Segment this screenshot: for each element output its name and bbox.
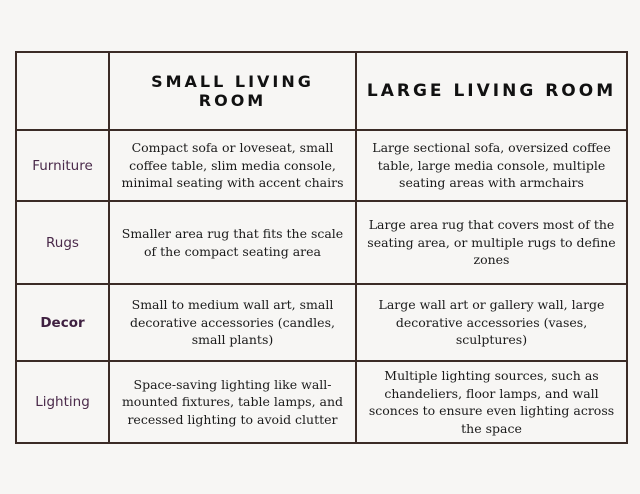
- cell-rugs-large: Large area rug that covers most of the seating area, or multiple rugs to define zones: [356, 201, 627, 284]
- cell-decor-large: Large wall art or gallery wall, large decorative accessories (vases, sculptures): [356, 284, 627, 361]
- table-row-lighting: [16, 361, 627, 443]
- comparison-table-container: [15, 51, 628, 444]
- cell-lighting-large: Multiple lighting sources, such as chandeliers, floor lamps, and wall sconces to ensure even lighting across the space: [356, 361, 627, 443]
- cell-decor-small: Small to medium wall art, small decorative accessories (candles, small plants): [109, 284, 356, 361]
- cell-lighting-small: Space-saving lighting like wall-mounted fixtures, table lamps, and recessed lighting to avoid clutter: [109, 361, 356, 443]
- column-header-large: LARGE LIVING ROOM: [356, 52, 627, 130]
- comparison-table: [15, 51, 628, 444]
- table-row-decor: [16, 284, 627, 361]
- column-header-small: SMALL LIVING ROOM: [109, 52, 356, 130]
- row-label-lighting: Lighting: [16, 361, 109, 443]
- cell-furniture-large: Large sectional sofa, oversized coffee table, large media console, multiple seating areas with armchairs: [356, 130, 627, 201]
- row-label-rugs: Rugs: [16, 201, 109, 284]
- row-label-decor: Decor: [16, 284, 109, 361]
- cell-rugs-small: Smaller area rug that fits the scale of the compact seating area: [109, 201, 356, 284]
- row-label-furniture: Furniture: [16, 130, 109, 201]
- header-row: [16, 52, 627, 130]
- table-row-furniture: [16, 130, 627, 201]
- cell-furniture-small: Compact sofa or loveseat, small coffee table, slim media console, minimal seating with accent chairs: [109, 130, 356, 201]
- empty-corner-cell: [16, 52, 109, 130]
- table-row-rugs: [16, 201, 627, 284]
